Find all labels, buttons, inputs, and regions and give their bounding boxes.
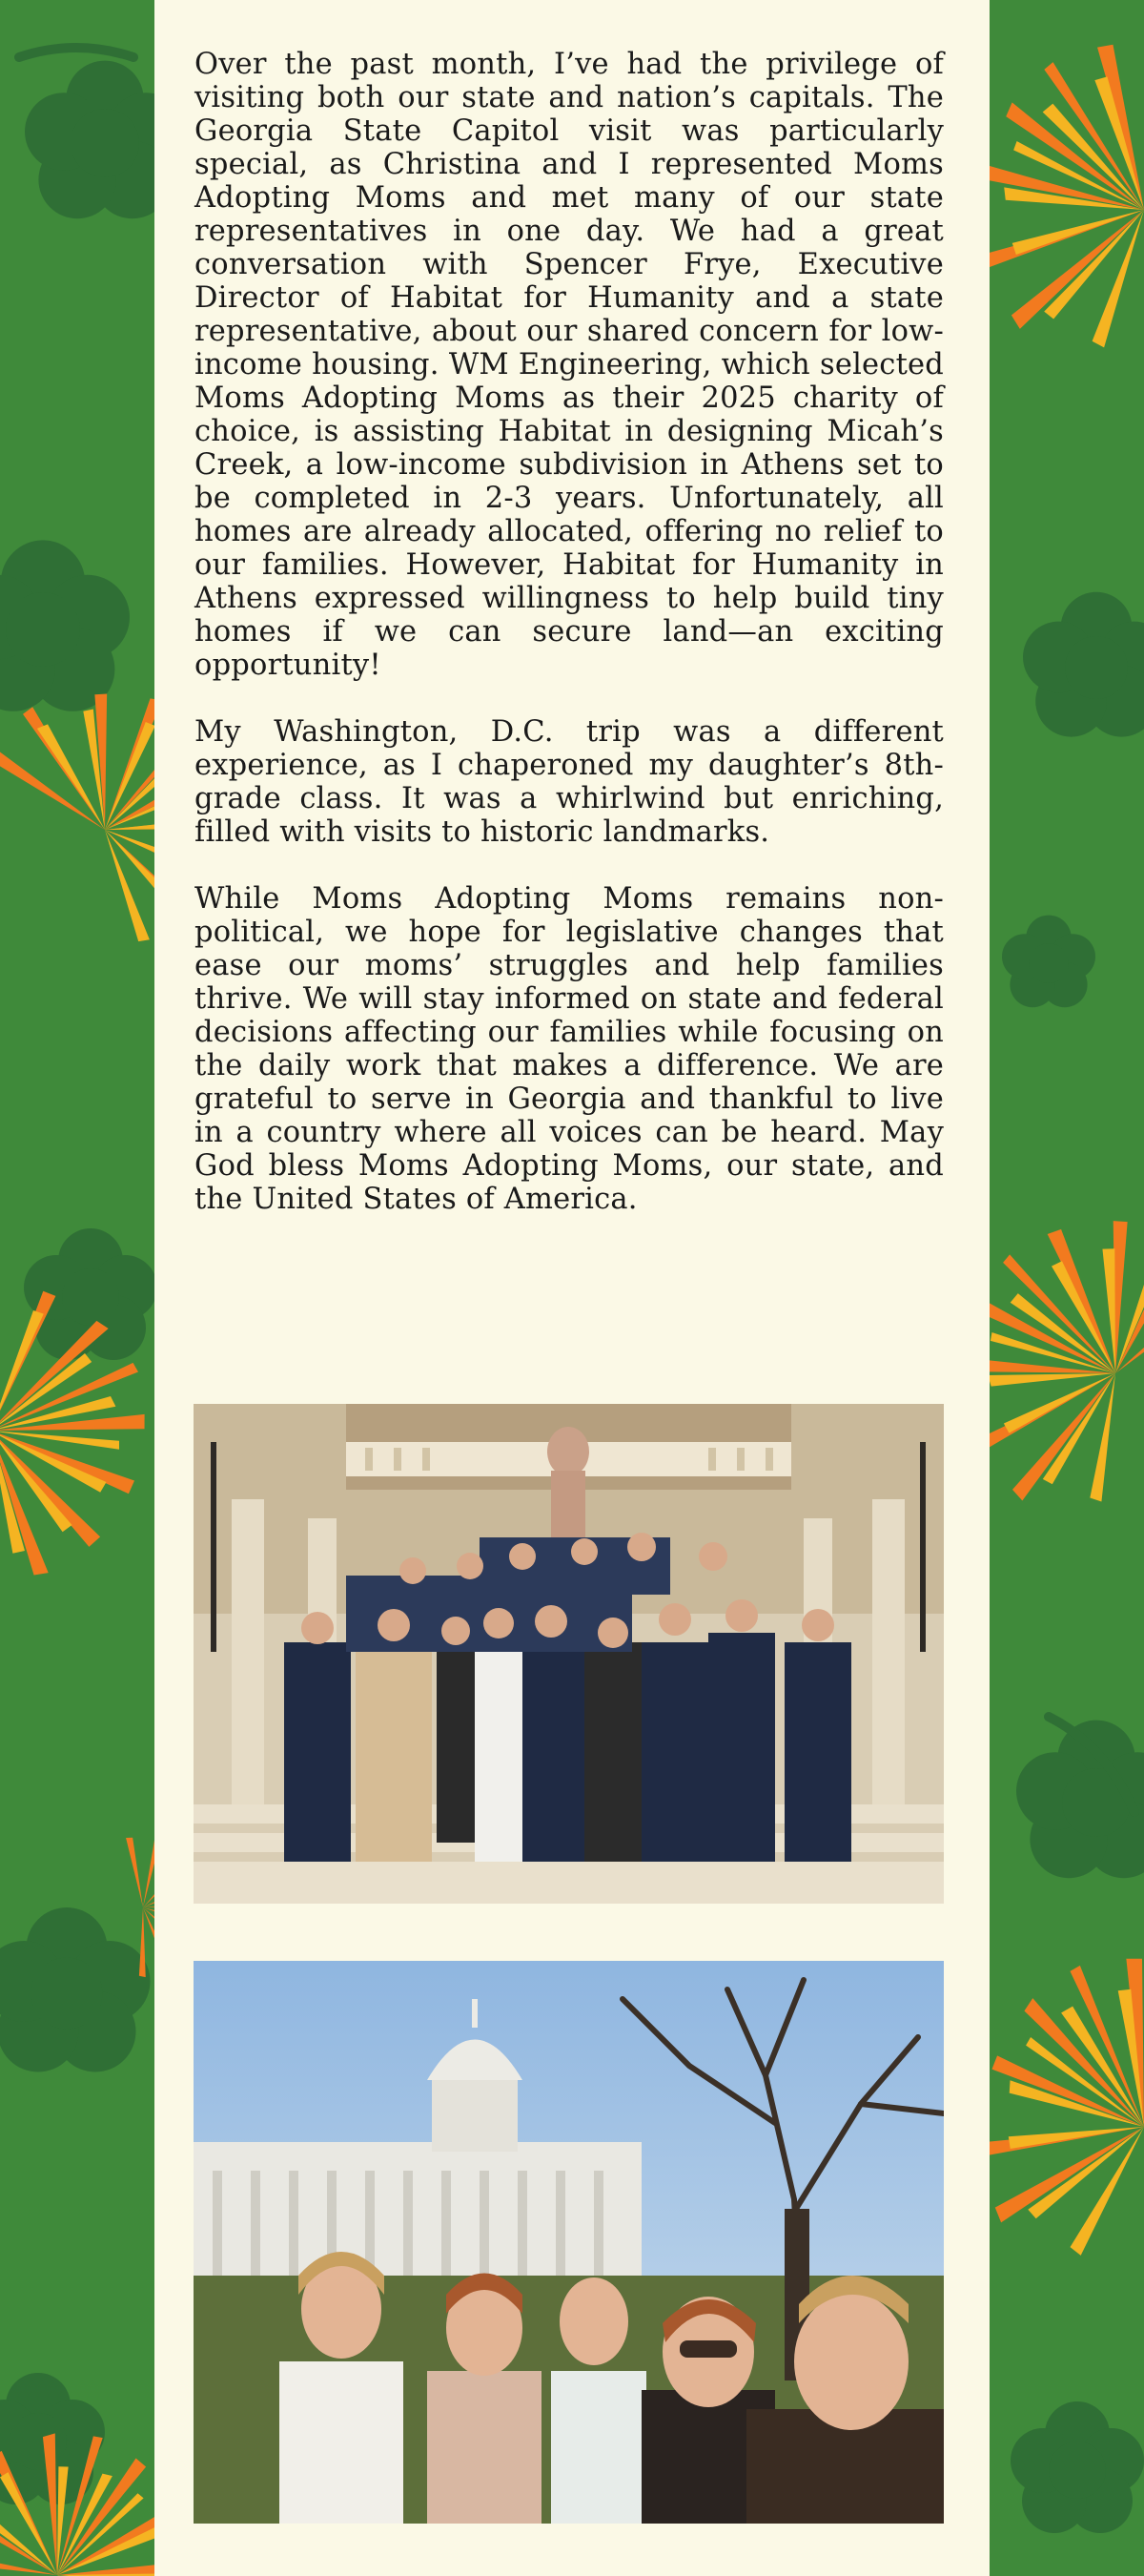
article-body [194,48,944,1249]
paragraph-dc-trip: My Washington, D.C. trip was a different experience, as I chaperoned my daughter’s 8th-grade class. It was a whirlwind but enriching, filled with visits to historic landmarks. [194,715,944,849]
paragraph-closing: While Moms Adopting Moms remains non-political, we hope for legislative changes that ease our moms’ struggles and help families thrive. We will stay informed on state and federal decisions affecting our families while focusing on the daily work that makes a difference. We are grateful to serve in Georgia and thankful to live in a country where all voices can be heard. May God bless Moms Adopting Moms, our state, and the United States of America. [194,882,944,1216]
dc-capitol-selfie-photo [194,1961,944,2524]
capitol-group-photo [194,1404,944,1904]
paragraph-capitol-visit: Over the past month, I’ve had the privilege of visiting both our state and nation’s capitals. The Georgia State Capitol visit was particularly special, as Christina and I represented Moms Adopting Moms and met many of our state representatives in one day. We had a great conversation with Spencer Frye, Executive Director of Habitat for Humanity and a state representative, about our shared concern for low-income housing. WM Engineering, which selected Moms Adopting Moms as their 2025 charity of choice, is assisting Habitat in designing Micah’s Creek, a low-income subdivision in Athens set to be completed in 2-3 years. Unfortunately, all homes are already allocated, offering no relief to our families. However, Habitat for Humanity in Athens expressed willingness to help build tiny homes if we can secure land—an exciting opportunity! [194,48,944,682]
